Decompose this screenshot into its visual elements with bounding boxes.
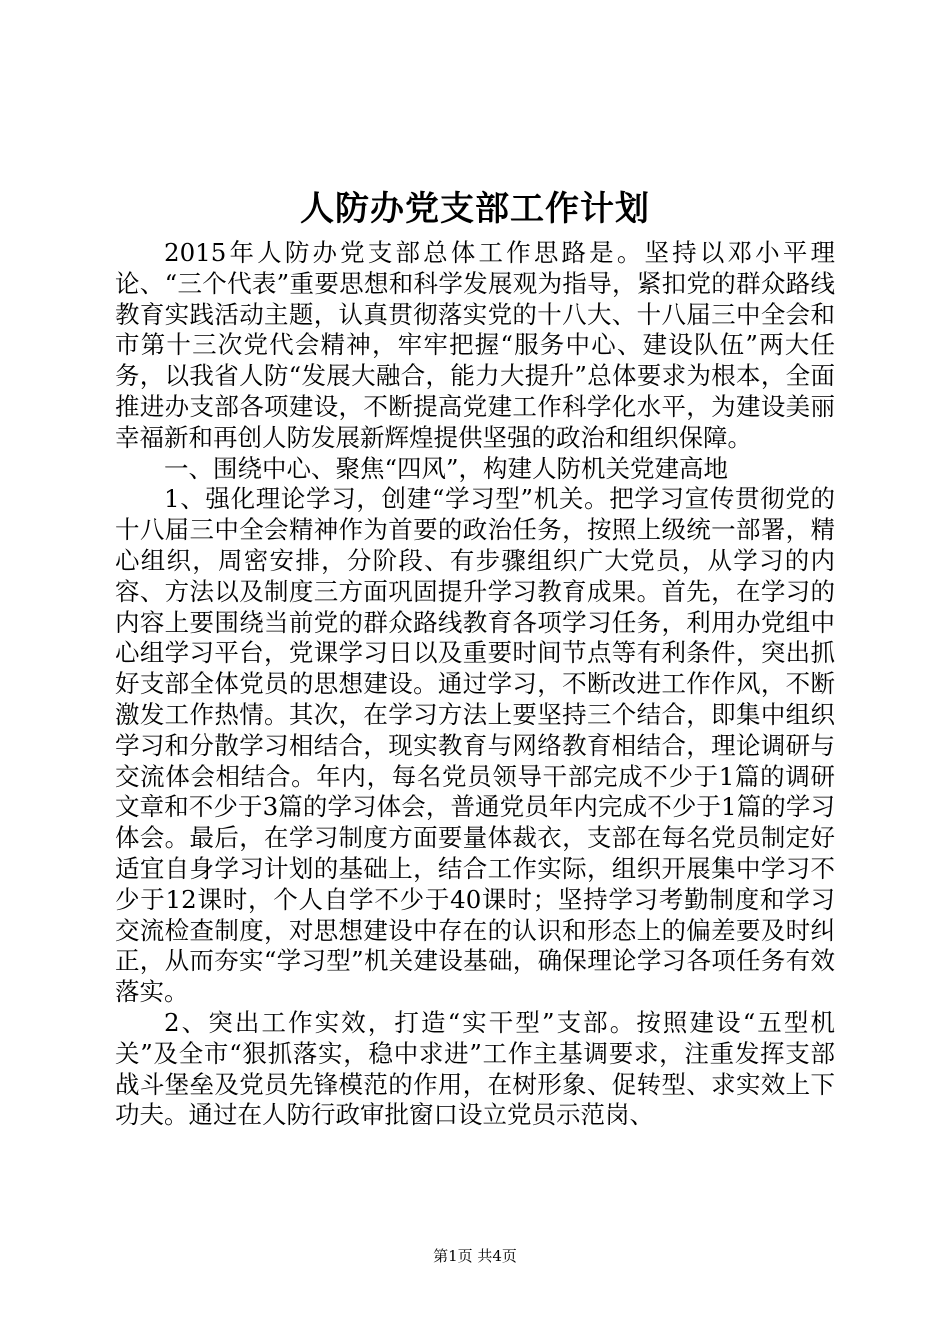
paragraph-item-2: 2、突出工作实效，打造“实干型”支部。按照建设“五型机关”及全市“狠抓落实，稳中求进”工作主基调要求，注重发挥支部战斗堡垒及党员先锋模范的作用，在树形象、促转型、求实效上下功夫。通过在人防行政审批窗口设立党员示范岗、 [115, 1007, 835, 1130]
document-title: 人防办党支部工作计划 [300, 189, 650, 229]
paragraph-intro: 2015年人防办党支部总体工作思路是。坚持以邓小平理论、“三个代表”重要思想和科学发展观为指导，紧扣党的群众路线教育实践活动主题，认真贯彻落实党的十八大、十八届三中全会和市第十三次党代会精神，牢牢把握“服务中心、建设队伍”两大任务，以我省人防“发展大融合，能力大提升”总体要求为根本，全面推进办支部各项建设，不断提高党建工作科学化水平，为建设美丽幸福新和再创人防发展新辉煌提供坚强的政治和组织保障。 [115, 238, 835, 452]
page-number-footer: 第1页 共4页 [433, 1247, 517, 1265]
document-body [115, 238, 835, 1131]
paragraph-item-1: 1、强化理论学习，创建“学习型”机关。把学习宣传贯彻党的十八届三中全会精神作为首要的政治任务，按照上级统一部署，精心组织，周密安排，分阶段、有步骤组织广大党员，从学习的内容、方法以及制度三方面巩固提升学习教育成果。首先，在学习的内容上要围绕当前党的群众路线教育各项学习任务，利用办党组中心组学习平台，党课学习日以及重要时间节点等有利条件，突出抓好支部全体党员的思想建设。通过学习，不断改进工作作风，不断激发工作热情。其次，在学习方法上要坚持三个结合，即集中组织学习和分散学习相结合，现实教育与网络教育相结合，理论调研与交流体会相结合。年内，每名党员领导干部完成不少于1篇的调研文章和不少于3篇的学习体会，普通党员年内完成不少于1篇的学习体会。最后，在学习制度方面要量体裁衣，支部在每名党员制定好适宜自身学习计划的基础上，结合工作实际，组织开展集中学习不少于12课时，个人自学不少于40课时；坚持学习考勤制度和学习交流检查制度，对思想建设中存在的认识和形态上的偏差要及时纠正，从而夯实“学习型”机关建设基础，确保理论学习各项任务有效落实。 [115, 484, 835, 1007]
section-heading: 一、围绕中心、聚焦“四风”，构建人防机关党建高地 [164, 453, 729, 483]
